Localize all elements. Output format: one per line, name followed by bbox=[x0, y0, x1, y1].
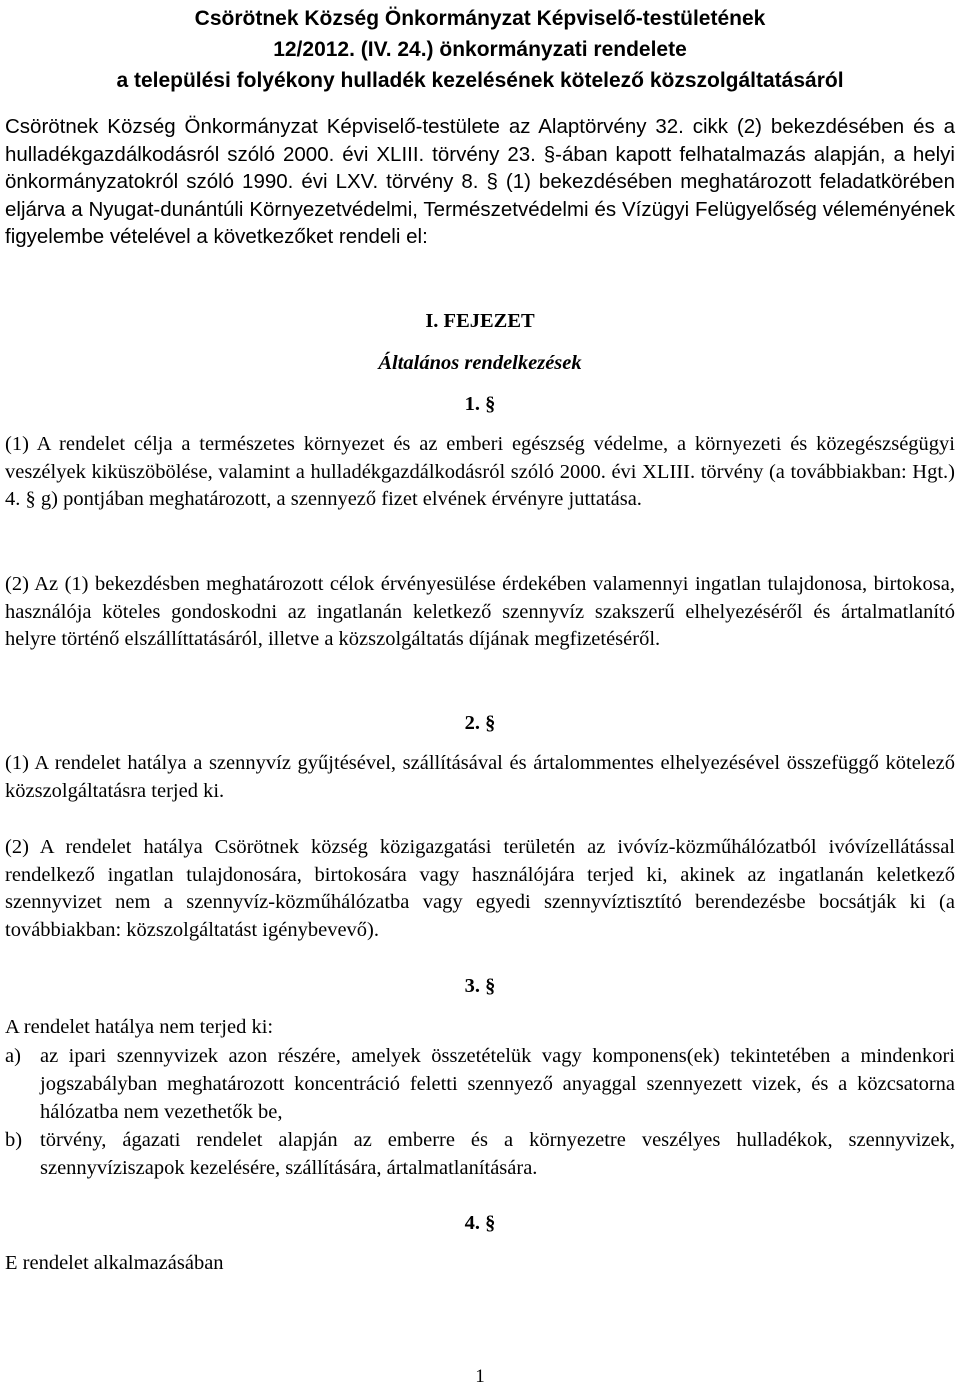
page-number: 1 bbox=[475, 1366, 485, 1387]
document-title bbox=[0, 3, 960, 96]
section-1-paragraph-1: (1) A rendelet célja a természetes környezet és az emberi egészség védelme, a környezeti és közegészségügyi veszélyek kiküszöbölése, valamint a hulladékgazdálkodásról szóló 2000. évi XLIII. törvény (a továbbiakban: Hgt.) 4. § g) pontjában meghatározott, a szennyező fizet elvének érvényre juttatása. bbox=[5, 433, 955, 510]
list-item-a bbox=[5, 1042, 955, 1126]
list-item-b bbox=[5, 1126, 955, 1182]
title-line-1: Csörötnek Község Önkormányzat Képviselő-testületének bbox=[194, 7, 766, 30]
section-3-intro: A rendelet hatálya nem terjed ki: bbox=[5, 1016, 274, 1038]
section-2-paragraph-1: (1) A rendelet hatálya a szennyvíz gyűjtésével, szállításával és ártalommentes elhelyezésével összefüggő kötelező közszolgáltatásra terjed ki. bbox=[5, 752, 955, 802]
section-4-heading: 4. § bbox=[464, 1212, 496, 1234]
title-line-2: 12/2012. (IV. 24.) önkormányzati rendelete bbox=[273, 38, 687, 61]
list-marker: a) bbox=[5, 1045, 21, 1067]
list-marker: b) bbox=[5, 1129, 23, 1151]
list-item-text: az ipari szennyvizek azon részére, amelyek összetételük vagy komponens(ek) tekintetében a mindenkori jogszabályban meghatározott koncentráció feletti szennyező anyaggal szennyezett vizek, és a közcsatorna hálózatba nem vezethetők be, bbox=[40, 1045, 955, 1123]
title-line-3: a települési folyékony hulladék kezelésének kötelező közszolgáltatásáról bbox=[116, 69, 844, 92]
chapter-number: I. FEJEZET bbox=[425, 310, 535, 332]
section-1-paragraph-2: (2) Az (1) bekezdésben meghatározott célok érvényesülése érdekében valamennyi ingatlan tulajdonosa, birtokosa, használója köteles gondoskodni az ingatlanán keletkező szennyvíz szakszerű elhelyezéséről és ártalmatlanító helyre történő elszállíttatásáról, illetve a közszolgáltatás díjának megfizetéséről. bbox=[5, 573, 955, 650]
preamble: Csörötnek Község Önkormányzat Képviselő-testülete az Alaptörvény 32. cikk (2) bekezdésében és a hulladékgazdálkodásról szóló 2000. évi XLIII. törvény 23. §-ában kapott felhatalmazás alapján, a helyi önkormányzatokról szóló 1990. évi LXV. törvény 8. § (1) bekezdésében meghatározott feladatkörében eljárva a Nyugat-dunántúli Környezetvédelmi, Természetvédelmi és Vízügyi Felügyelőség véleményének figyelembe vételével a következőket rendeli el: bbox=[5, 115, 955, 248]
chapter-title: Általános rendelkezések bbox=[378, 352, 582, 374]
list-item-text: törvény, ágazati rendelet alapján az emberre és a környezetre veszélyes hulladékok, szennyvizek, szennyvíziszapok kezelésére, szállítására, ártalmatlanítására. bbox=[40, 1129, 955, 1179]
section-3-heading: 3. § bbox=[464, 975, 496, 997]
section-1-heading: 1. § bbox=[464, 393, 496, 415]
section-2-paragraph-2: (2) A rendelet hatálya Csörötnek község közigazgatási területén az ivóvíz-közműhálózatból ivóvízellátással rendelkező ingatlan tulajdonosára, birtokosára vagy használójára terjed ki, akinek az ingatlanán keletkező szennyvizet nem a szennyvíz-közműhálózatba vagy egyedi szennyvíztisztító berendezésbe bocsátják ki (a továbbiakban: közszolgáltatást igénybevevő). bbox=[5, 836, 955, 941]
section-2-heading: 2. § bbox=[464, 712, 496, 734]
section-4-intro: E rendelet alkalmazásában bbox=[5, 1252, 224, 1274]
